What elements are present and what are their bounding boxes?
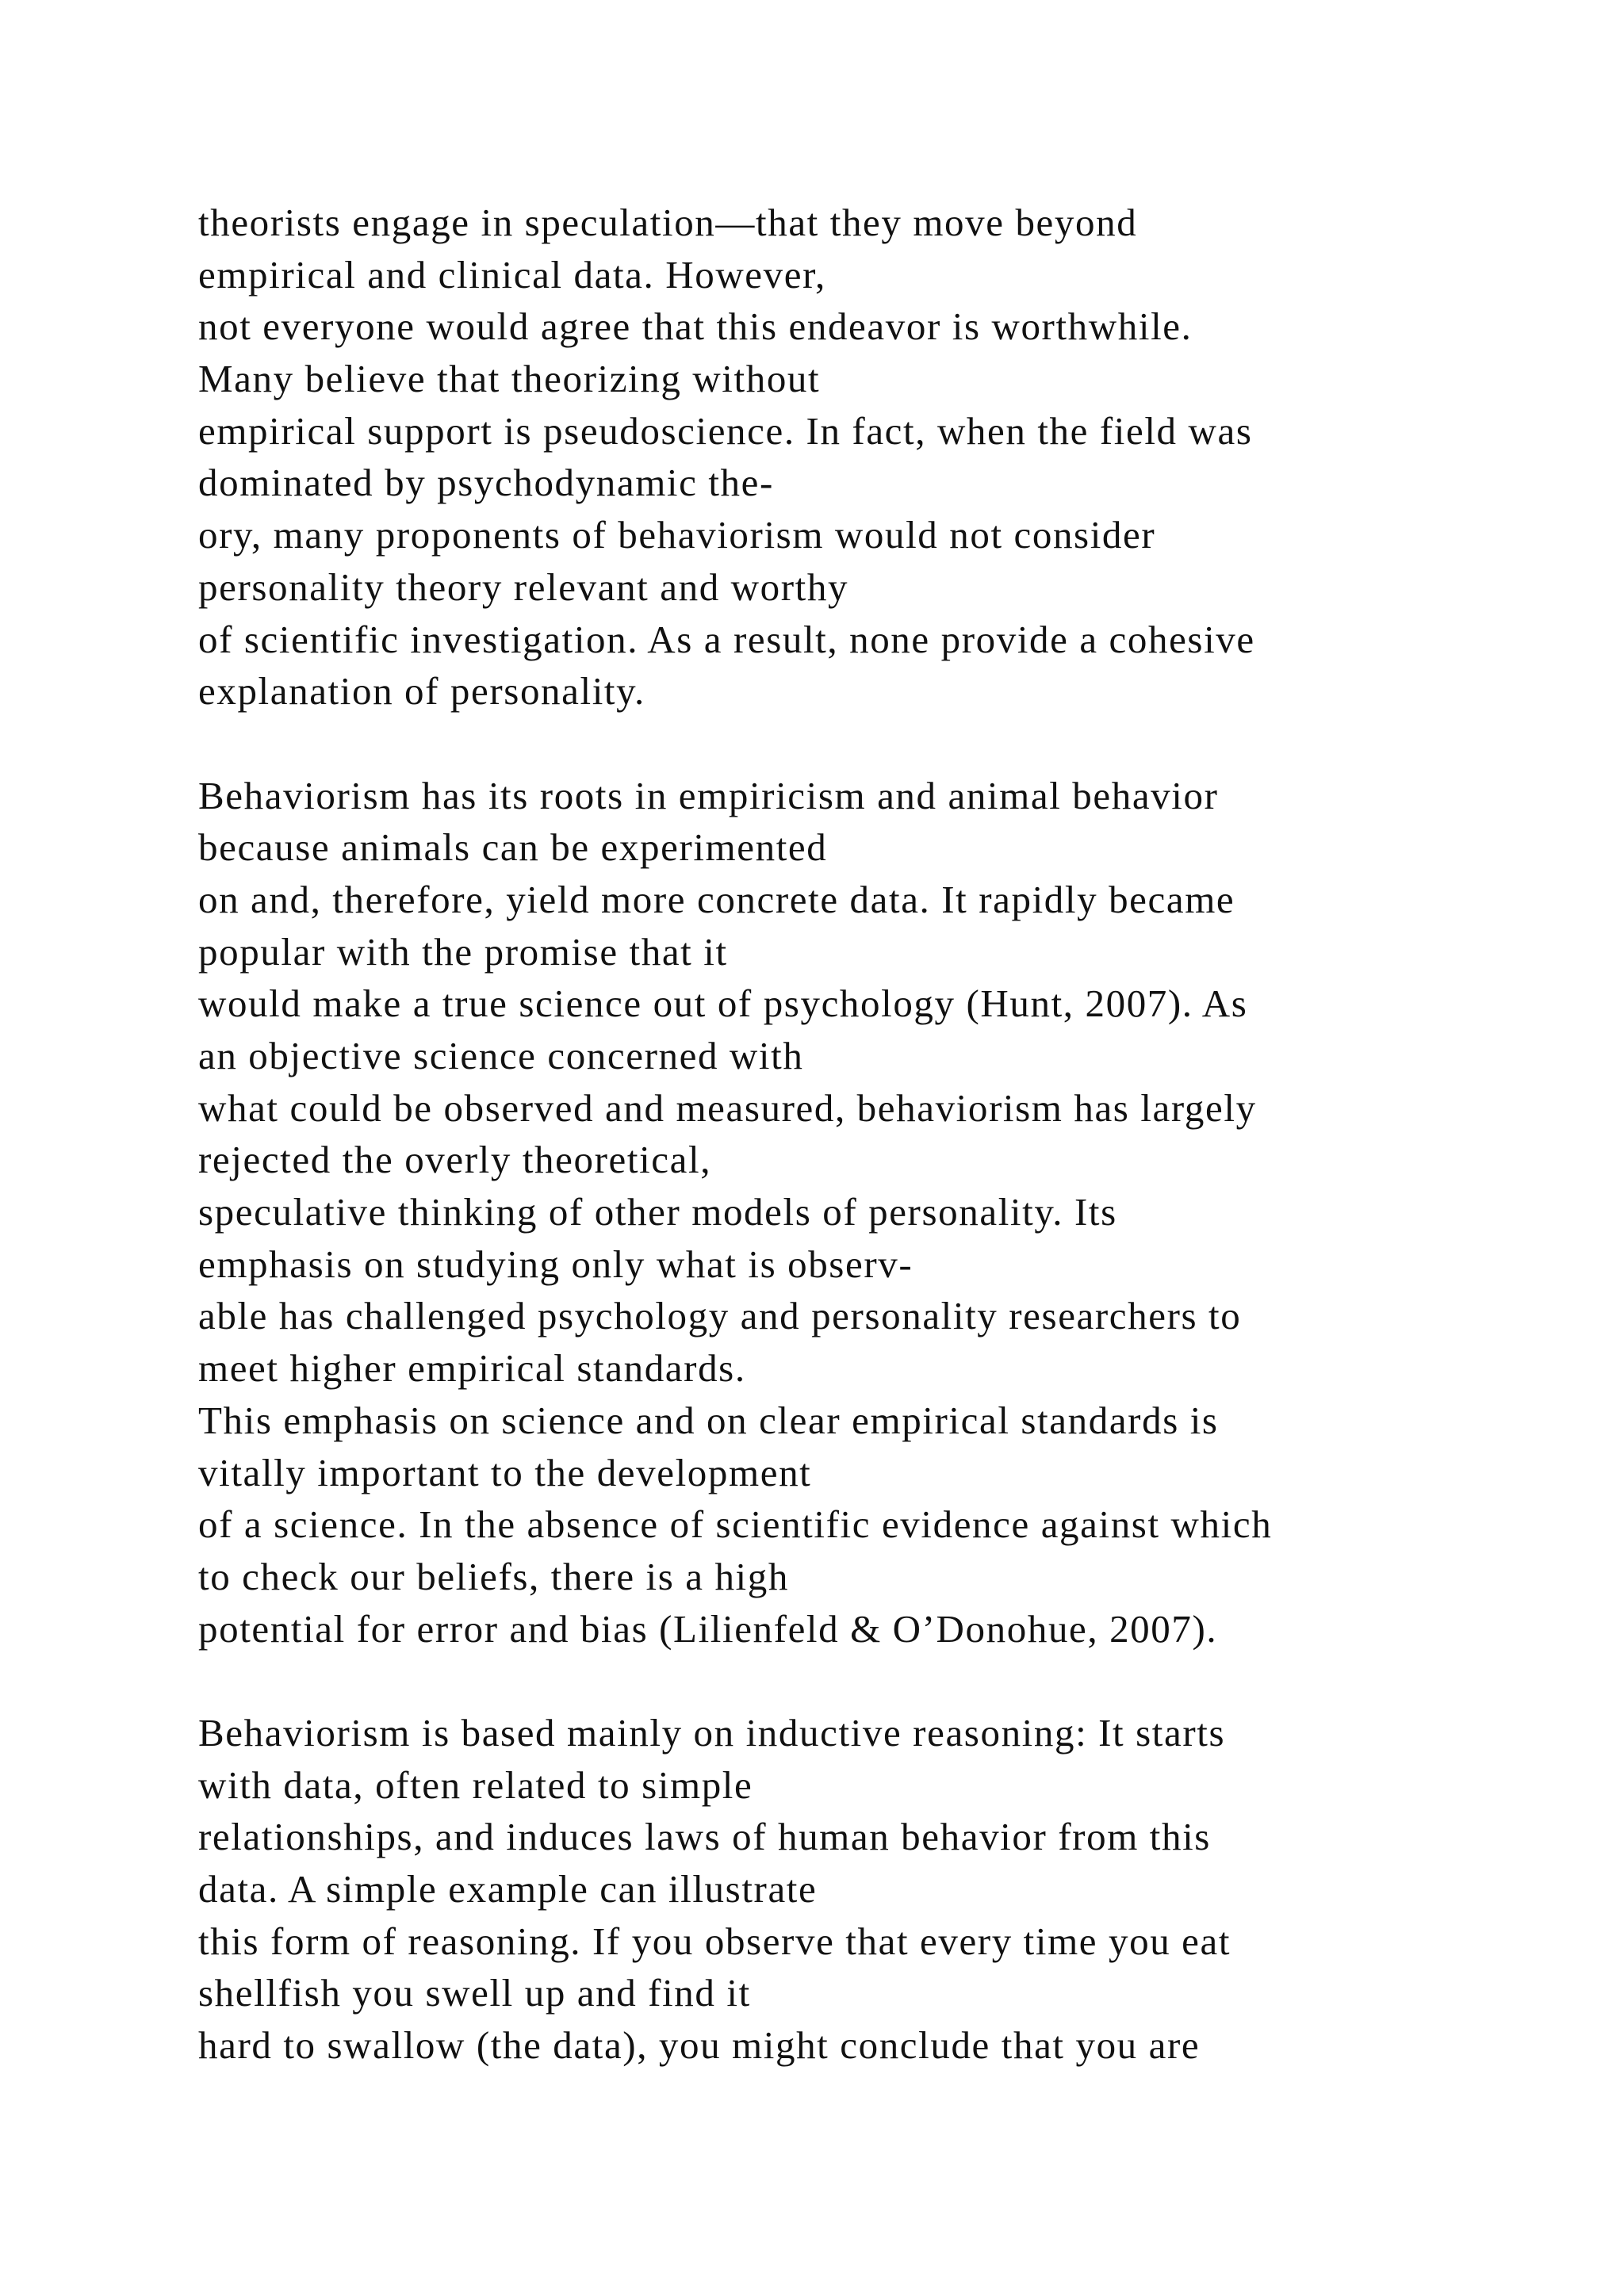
text-line: vitally important to the development [198, 1450, 812, 1494]
text-line: of scientific investigation. As a result, none provide a cohesive [198, 617, 1255, 661]
text-line: personality theory relevant and worthy [198, 564, 849, 609]
text-line: of a science. In the absence of scientific evidence against which [198, 1502, 1273, 1547]
text-line: potential for error and bias (Lilienfeld & O’Donohue, 2007). [198, 1606, 1218, 1651]
text-line: to check our beliefs, there is a high [198, 1554, 789, 1598]
text-line: dominated by psychodynamic the- [198, 461, 774, 505]
text-line: speculative thinking of other models of personality. Its [198, 1190, 1117, 1234]
text-line: This emphasis on science and on clear empirical standards is [198, 1398, 1219, 1442]
text-line: data. A simple example can illustrate [198, 1867, 818, 1911]
text-line: this form of reasoning. If you observe that every time you eat [198, 1919, 1231, 1963]
paragraph-break [198, 1655, 1546, 1707]
text-line: empirical and clinical data. However, [198, 252, 826, 297]
text-line: on and, therefore, yield more concrete data. It rapidly became [198, 877, 1235, 921]
text-line: an objective science concerned with [198, 1034, 804, 1077]
text-line: relationships, and induces laws of human behavior from this [198, 1815, 1211, 1859]
text-line: Behaviorism is based mainly on inductive reasoning: It starts [198, 1710, 1226, 1755]
text-line: shellfish you swell up and find it [198, 1971, 751, 2015]
text-line: hard to swallow (the data), you might conclude that you are [198, 2023, 1201, 2068]
text-line: what could be observed and measured, behaviorism has largely [198, 1085, 1257, 1130]
text-line: Behaviorism has its roots in empiricism and animal behavior [198, 773, 1219, 817]
text-line: empirical support is pseudoscience. In fact, when the field was [198, 408, 1253, 453]
text-line: popular with the promise that it [198, 929, 728, 974]
paragraph-break [198, 718, 1546, 770]
text-line: would make a true science out of psychology (Hunt, 2007). As [198, 982, 1248, 1026]
text-line: meet higher empirical standards. [198, 1346, 746, 1391]
text-line: with data, often related to simple [198, 1762, 753, 1807]
text-line: Many believe that theorizing without [198, 357, 821, 401]
text-line: theorists engage in speculation—that they move beyond [198, 201, 1138, 244]
text-line: ory, many proponents of behaviorism would not consider [198, 513, 1156, 557]
text-line: emphasis on studying only what is observ- [198, 1242, 914, 1286]
text-line: rejected the overly theoretical, [198, 1138, 712, 1182]
text-line: explanation of personality. [198, 669, 645, 714]
text-line: able has challenged psychology and personality researchers to [198, 1294, 1242, 1338]
text-line: because animals can be experimented [198, 825, 828, 870]
document-body-text [198, 197, 1546, 2072]
text-line: not everyone would agree that this endeavor is worthwhile. [198, 304, 1193, 349]
